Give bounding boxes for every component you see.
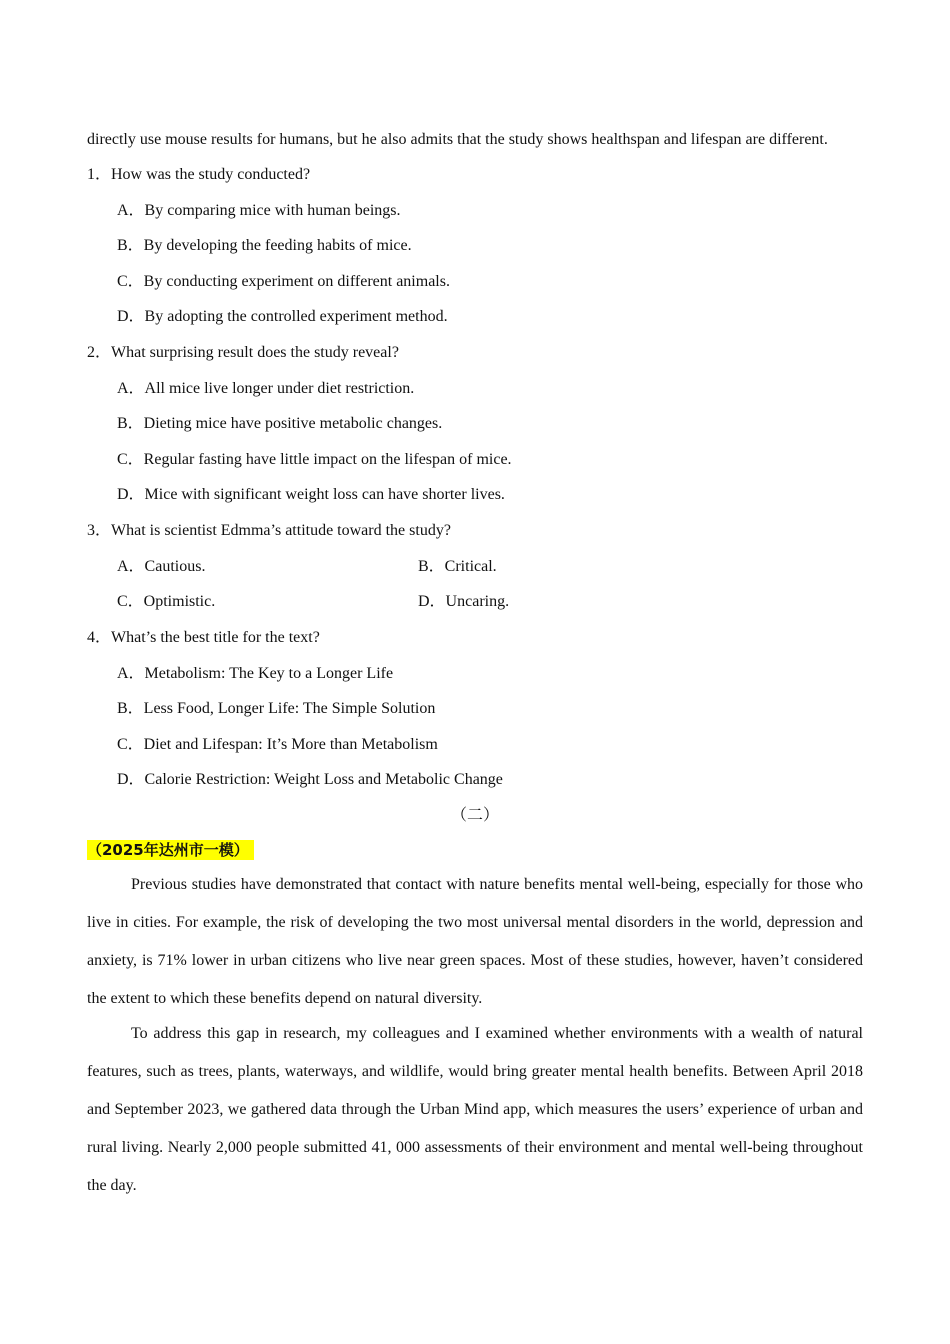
- passage-paragraph-2: [87, 1015, 863, 1205]
- question-4-option-c: C．Diet and Lifespan: It’s More than Metabolism: [117, 736, 438, 753]
- paragraph-2-text: To address this gap in research, my colleagues and I examined whether environments with a wealth of natural features, such as trees, plants, waterways, and wildlife, would bring greater mental health benefits. Between April 2018 and September 2023, we gathered data through the Urban Mind app, which measures the users’ experience of urban and rural living. Nearly 2,000 people submitted 41, 000 assessments of their environment and mental well-being throughout the day.: [87, 1025, 863, 1194]
- question-3-option-c: C．Optimistic.: [117, 593, 216, 610]
- section-marker: （二）: [450, 807, 499, 824]
- question-1-option-c: C．By conducting experiment on different animals.: [117, 273, 450, 290]
- question-1-option-b: B．By developing the feeding habits of mice.: [117, 237, 412, 254]
- question-2-option-c: C．Regular fasting have little impact on the lifespan of mice.: [117, 451, 512, 468]
- question-2-option-d: D．Mice with significant weight loss can have shorter lives.: [117, 486, 505, 503]
- question-1-option-a: A．By comparing mice with human beings.: [117, 202, 401, 219]
- question-2-option-a: A．All mice live longer under diet restriction.: [117, 380, 415, 397]
- intro-line: directly use mouse results for humans, but he also admits that the study shows healthspan and lifespan are different.: [87, 131, 828, 148]
- question-4-option-b: B．Less Food, Longer Life: The Simple Solution: [117, 700, 436, 717]
- question-4-stem: 4．What’s the best title for the text?: [87, 629, 320, 646]
- question-3-option-b: B．Critical.: [418, 558, 497, 575]
- passage-paragraph-1: [87, 866, 863, 1018]
- question-4-option-a: A．Metabolism: The Key to a Longer Life: [117, 665, 394, 682]
- question-3-option-a: A．Cautious.: [117, 558, 206, 575]
- source-tag: （2025年达州市一模）: [87, 840, 254, 860]
- question-2-option-b: B．Dieting mice have positive metabolic changes.: [117, 415, 443, 432]
- question-1-option-d: D．By adopting the controlled experiment method.: [117, 308, 448, 325]
- question-3-option-d: D．Uncaring.: [418, 593, 510, 610]
- question-4-option-d: D．Calorie Restriction: Weight Loss and Metabolic Change: [117, 771, 503, 788]
- question-2-stem: 2．What surprising result does the study reveal?: [87, 344, 399, 361]
- question-3-stem: 3．What is scientist Edmma’s attitude toward the study?: [87, 522, 451, 539]
- paragraph-1-text: Previous studies have demonstrated that contact with nature benefits mental well-being, especially for those who live in cities. For example, the risk of developing the two most universal mental disorders in the world, depression and anxiety, is 71% lower in urban citizens who live near green spaces. Most of these studies, however, haven’t considered the extent to which these benefits depend on natural diversity.: [87, 876, 863, 1007]
- question-1-stem: 1．How was the study conducted?: [87, 166, 311, 183]
